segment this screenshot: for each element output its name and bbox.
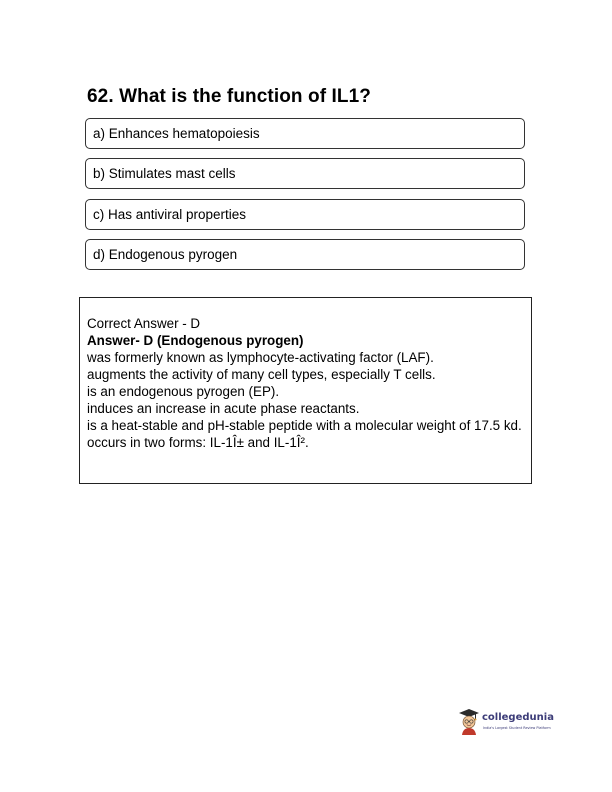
mascot-icon	[458, 708, 480, 736]
correct-answer: Correct Answer - D	[87, 316, 201, 331]
answer-line-5: is a heat-stable and pH-stable peptide with a molecular weight of 17.5 kd.	[87, 418, 522, 433]
answer-line-2: augments the activity of many cell types, especially T cells.	[87, 367, 436, 382]
collegedunia-logo	[458, 708, 568, 738]
answer-box	[79, 297, 532, 484]
answer-line-6: occurs in two forms: IL-1Î± and IL-1Î².	[87, 435, 309, 450]
answer-line-4: induces an increase in acute phase reactants.	[87, 401, 360, 416]
option-c[interactable]: c) Has antiviral properties	[85, 199, 525, 230]
logo-tagline: India's Largest Student Review Platform	[483, 726, 551, 730]
option-d[interactable]: d) Endogenous pyrogen	[85, 239, 525, 270]
logo-name: collegedunia	[482, 712, 554, 723]
question-title: 62. What is the function of IL1?	[87, 86, 371, 107]
answer-heading: Answer- D (Endogenous pyrogen)	[87, 333, 304, 348]
option-a[interactable]: a) Enhances hematopoiesis	[85, 118, 525, 149]
option-b[interactable]: b) Stimulates mast cells	[85, 158, 525, 189]
answer-line-3: is an endogenous pyrogen (EP).	[87, 384, 280, 399]
answer-line-1: was formerly known as lymphocyte-activating factor (LAF).	[87, 350, 434, 365]
